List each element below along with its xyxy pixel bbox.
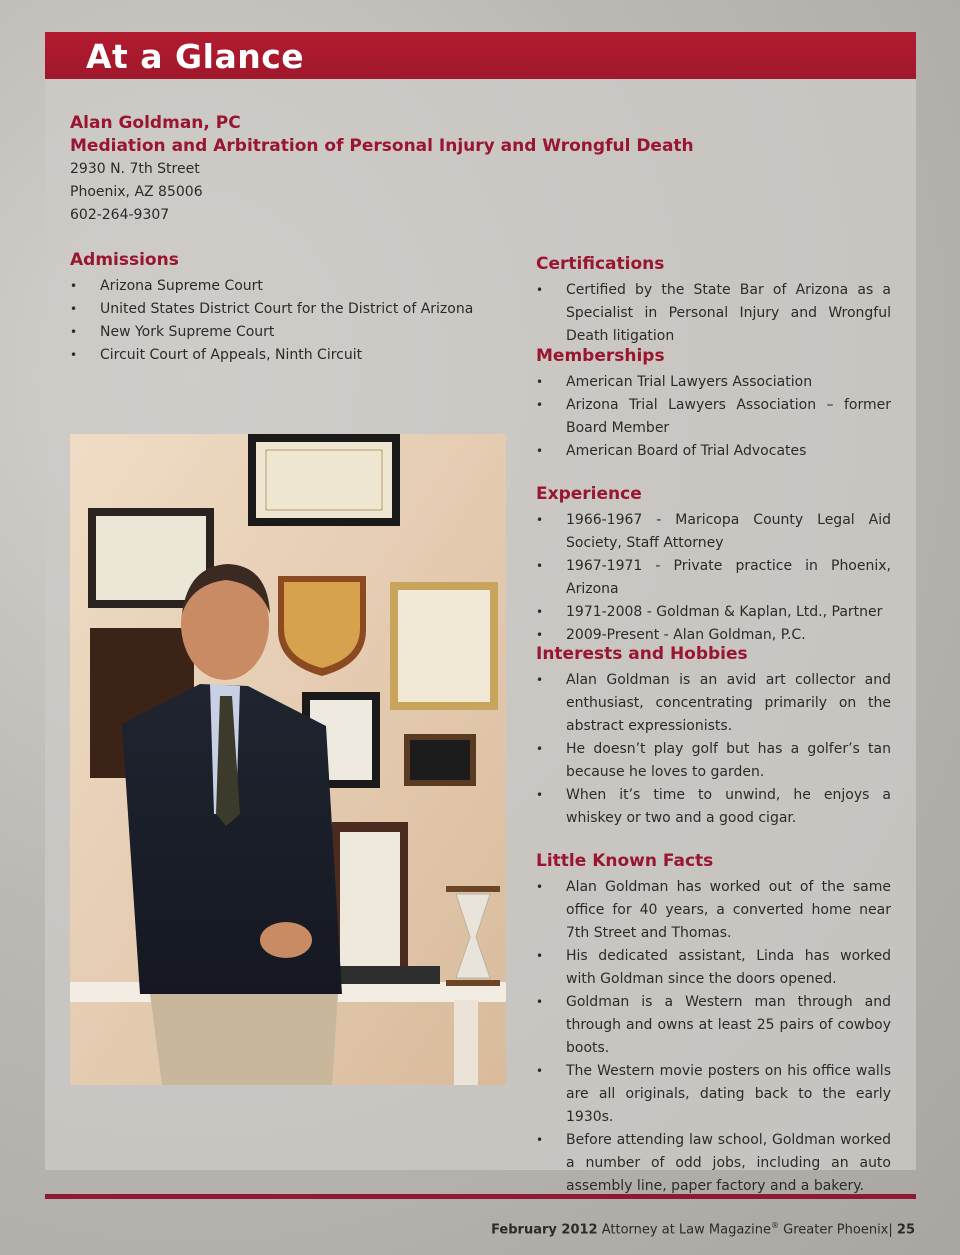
firm-info <box>70 112 694 227</box>
footer-separator: | <box>888 1222 893 1238</box>
list-item <box>536 669 891 738</box>
admissions-section <box>70 249 510 367</box>
list-item <box>536 1129 891 1198</box>
list-item-text: When it’s time to unwind, he enjoys a whiskey or two and a good cigar. <box>566 787 891 826</box>
list-item <box>536 279 891 348</box>
bullet-icon: • <box>70 279 78 293</box>
facts-heading: Little Known Facts <box>536 851 714 871</box>
page-footer <box>491 1221 915 1237</box>
footer-date: February 2012 <box>491 1222 598 1238</box>
bullet-icon: • <box>536 1133 544 1147</box>
list-item-text: 1966-1967 - Maricopa County Legal Aid Society, Staff Attorney <box>566 512 891 551</box>
firm-city: Phoenix, AZ 85006 <box>70 184 203 200</box>
list-item-text: United States District Court for the District of Arizona <box>100 301 474 317</box>
firm-tagline: Mediation and Arbitration of Personal Injury and Wrongful Death <box>70 136 694 156</box>
list-item-text: Alan Goldman is an avid art collector and enthusiast, concentrating primarily on the abstract expressionists. <box>566 672 891 734</box>
list-item-text: Goldman is a Western man through and through and owns at least 25 pairs of cowboy boots. <box>566 994 891 1056</box>
list-item <box>536 1060 891 1129</box>
bullet-icon: • <box>536 995 544 1009</box>
list-item <box>70 298 510 321</box>
page-title: At a Glance <box>86 37 305 76</box>
bullet-icon: • <box>536 444 544 458</box>
footer-trademark: ® <box>770 1221 779 1230</box>
list-item <box>536 945 891 991</box>
list-item-text: Circuit Court of Appeals, Ninth Circuit <box>100 347 363 363</box>
list-item <box>536 601 891 624</box>
experience-section <box>536 483 891 647</box>
bullet-icon: • <box>70 302 78 316</box>
firm-name: Alan Goldman, PC <box>70 113 241 133</box>
facts-list <box>536 876 891 1198</box>
memberships-list <box>536 371 891 463</box>
list-item-text: American Board of Trial Advocates <box>566 443 807 459</box>
bullet-icon: • <box>536 605 544 619</box>
list-item <box>536 784 891 830</box>
bullet-icon: • <box>70 348 78 362</box>
certifications-list <box>536 279 891 348</box>
list-item <box>536 394 891 440</box>
list-item-text: The Western movie posters on his office walls are all originals, dating back to the early 1930s. <box>566 1063 891 1125</box>
list-item <box>536 555 891 601</box>
list-item <box>70 321 510 344</box>
footer-edition: Greater Phoenix <box>783 1222 889 1238</box>
list-item-text: His dedicated assistant, Linda has worked with Goldman since the doors opened. <box>566 948 891 987</box>
bullet-icon: • <box>536 283 544 297</box>
experience-list <box>536 509 891 647</box>
bullet-icon: • <box>536 375 544 389</box>
list-item-text: Certified by the State Bar of Arizona as a Specialist in Personal Injury and Wrongful Death litigation <box>566 282 891 344</box>
portrait-photo <box>70 434 506 1085</box>
bullet-icon: • <box>536 949 544 963</box>
interests-heading: Interests and Hobbies <box>536 644 748 664</box>
memberships-heading: Memberships <box>536 346 665 366</box>
list-item <box>536 509 891 555</box>
interests-section <box>536 643 891 830</box>
bullet-icon: • <box>536 1064 544 1078</box>
list-item-text: American Trial Lawyers Association <box>566 374 813 390</box>
experience-heading: Experience <box>536 484 642 504</box>
list-item-text: Alan Goldman has worked out of the same office for 40 years, a converted home near 7th Street and Thomas. <box>566 879 891 941</box>
list-item-text: Arizona Trial Lawyers Association – former Board Member <box>566 397 891 436</box>
list-item <box>536 738 891 784</box>
certifications-heading: Certifications <box>536 254 665 274</box>
bullet-icon: • <box>536 513 544 527</box>
interests-list <box>536 669 891 830</box>
list-item <box>536 371 891 394</box>
memberships-section <box>536 345 891 463</box>
firm-phone: 602-264-9307 <box>70 207 170 223</box>
footer-page-number: 25 <box>896 1222 915 1238</box>
facts-section <box>536 850 891 1198</box>
bullet-icon: • <box>536 673 544 687</box>
footer-magazine: Attorney at Law Magazine <box>601 1222 771 1238</box>
title-banner <box>45 32 916 79</box>
bullet-icon: • <box>536 628 544 642</box>
footer-rule <box>45 1194 916 1199</box>
list-item <box>536 440 891 463</box>
bullet-icon: • <box>536 398 544 412</box>
certifications-section <box>536 253 891 348</box>
bullet-icon: • <box>536 880 544 894</box>
list-item-text: He doesn’t play golf but has a golfer’s tan because he loves to garden. <box>566 741 891 780</box>
list-item-text: New York Supreme Court <box>100 324 275 340</box>
list-item <box>70 344 510 367</box>
admissions-list <box>70 275 510 367</box>
list-item-text: 1967-1971 - Private practice in Phoenix, Arizona <box>566 558 891 597</box>
list-item <box>536 876 891 945</box>
bullet-icon: • <box>536 742 544 756</box>
list-item <box>70 275 510 298</box>
bullet-icon: • <box>536 559 544 573</box>
bullet-icon: • <box>70 325 78 339</box>
firm-street: 2930 N. 7th Street <box>70 161 200 177</box>
list-item <box>536 991 891 1060</box>
list-item-text: Before attending law school, Goldman worked a number of odd jobs, including an auto assembly line, paper factory and a bakery. <box>566 1132 891 1194</box>
list-item-text: Arizona Supreme Court <box>100 278 263 294</box>
admissions-heading: Admissions <box>70 250 179 270</box>
office-portrait-illustration <box>70 434 506 1085</box>
bullet-icon: • <box>536 788 544 802</box>
list-item-text: 2009-Present - Alan Goldman, P.C. <box>566 627 806 643</box>
list-item-text: 1971-2008 - Goldman & Kaplan, Ltd., Partner <box>566 604 883 620</box>
